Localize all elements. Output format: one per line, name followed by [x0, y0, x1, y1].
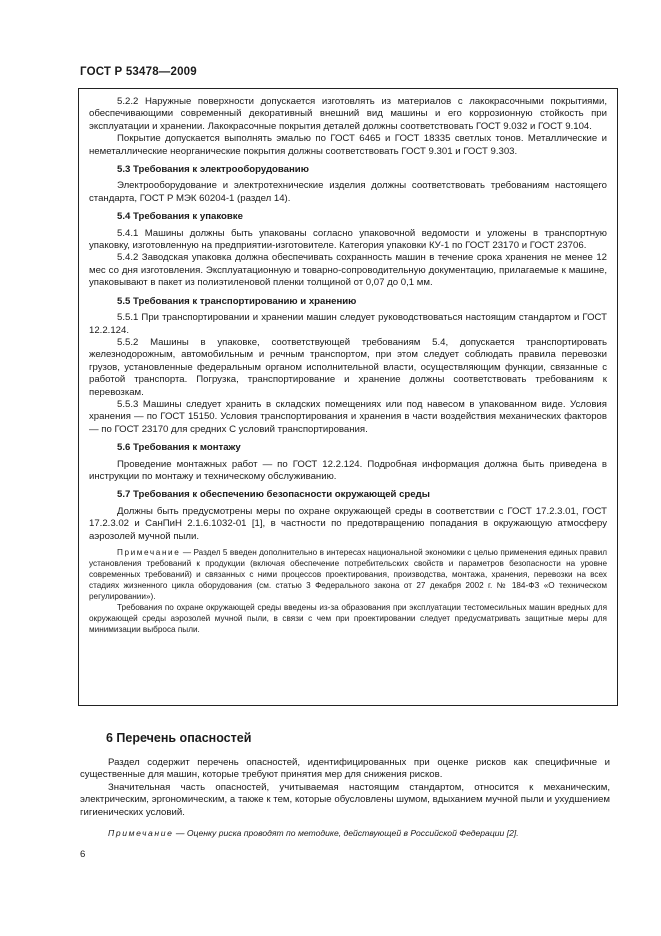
paragraph-5-6: Проведение монтажных работ — по ГОСТ 12.2.124. Подробная информация должна быть приведена в инструкции по монтажу и техническому обслуживанию. — [89, 458, 607, 482]
heading-5-3: 5.3 Требования к электрооборудованию — [117, 164, 309, 176]
section-6-paragraph-1: Раздел содержит перечень опасностей, идентифицированных при оценке рисков как специфичные и существенные для машин, которые требуют принятия мер для снижения рисков. — [80, 757, 610, 781]
paragraph-5-3: Электрооборудование и электротехнические изделия должны соответствовать требованиям настоящего стандарта, ГОСТ Р МЭК 60204-1 (раздел 14). — [89, 180, 607, 204]
section-6-note-label: Примечание — [108, 828, 174, 839]
section-6-body — [80, 757, 610, 839]
paragraph-5-4-1: 5.4.1 Машины должны быть упакованы согласно упаковочной ведомости и уложены в транспортную упаковку, изготовленную на предприятии-изготовителе. Категория упаковки КУ-1 по ГОСТ 23170 и ГОСТ 23706. — [89, 227, 607, 252]
paragraph-5-4-2: 5.4.2 Заводская упаковка должна обеспечивать сохранность машин в течение срока хранения не менее 12 мес со дня изготовления. Эксплуатационную и товарно-сопроводительную документацию, прилагаемые к машине, упаковывают в пакет из полиэтиленовой пленки толщиной от 0,07 до 0,1 мм. — [89, 252, 607, 289]
section-6-note — [80, 827, 610, 839]
paragraph-5-2-2: 5.2.2 Наружные поверхности допускается изготовлять из материалов с лакокрасочными покрытиями, обеспечивающими современный декоративный внешний вид машины и его коррозионную стойкость при эксплуатации и хранении. Лакокрасочные покрытия деталей должны соответствовать ГОСТ 9.032 и ГОСТ 9.104. — [89, 96, 607, 132]
section-6-title: 6 Перечень опасностей — [106, 731, 252, 745]
note-section-5 — [89, 547, 607, 602]
section-6-paragraph-2: Значительная часть опасностей, учитываемая настоящим стандартом, относится к механическим, электрическим, эргономическим, а также к тем, которые обусловлены шумом, вдыханием мучной пыли и ухудшением гигиенических условий. — [80, 781, 610, 818]
heading-5-7: 5.7 Требования к обеспечению безопасности окружающей среды — [117, 489, 430, 501]
heading-5-5: 5.5 Требования к транспортированию и хранению — [117, 295, 357, 307]
note-label: Примечание — [117, 548, 181, 557]
page-number: 6 — [80, 849, 86, 860]
document-header: ГОСТ Р 53478—2009 — [80, 66, 197, 78]
heading-5-6: 5.6 Требования к монтажу — [117, 442, 241, 454]
paragraph-5-5-2: 5.5.2 Машины в упаковке, соответствующей требованиям 5.4, допускается транспортировать железнодорожным, автомобильным и речным транспортом, при этом следует соблюдать правила перевозки грузов, установленные федеральным органом исполнительной власти, осуществляющим функции, связанные с работой транспорта. Погрузка, транспортирование и хранение должны соответствовать требованиям к перевозкам. — [89, 336, 607, 398]
section-6-note-text: — Оценку риска проводят по методике, действующей в Российской Федерации [2]. — [175, 828, 519, 839]
paragraph-5-5-3: 5.5.3 Машины следует хранить в складских помещениях или под навесом в упакованном виде. Условия хранения — по ГОСТ 15150. Условия транспортирования и хранения в части воздействия механических факторов — по ГОСТ 23170 для средних С условий транспортирования. — [89, 398, 607, 435]
note-environment: Требования по охране окружающей среды введены из-за образования при эксплуатации тестомесильных машин вредных для окружающей среды аэрозолей мучной пыли, в связи с чем при проектировании следует предусматривать защитные меры для минимизации выброса пыли. — [89, 603, 607, 634]
heading-5-4: 5.4 Требования к упаковке — [117, 211, 243, 223]
paragraph-5-5-1: 5.5.1 При транспортировании и хранении машин следует руководствоваться настоящим стандартом и ГОСТ 12.2.124. — [89, 312, 607, 336]
paragraph-5-2-2-coating: Покрытие допускается выполнять эмалью по ГОСТ 6465 и ГОСТ 18335 светлых тонов. Металлические и неметаллические неорганические покрытия должны соответствовать ГОСТ 9.301 и ГОСТ 9.303. — [89, 133, 607, 157]
note-text: — Раздел 5 введен дополнительно в интересах национальной экономики с целью применения единых правил установления требований к продукции (включая обеспечение потребительских свойств и параметров безопасности на уровне современных требований) и связанных с ними процессов проектирования, производства, монтажа, хранения, перевозки на всех стадиях жизненного цикла оборудования (см. статью 3 Федерального закона от 27 декабря 2002 г. № 184-ФЗ «О техническом регулировании»). — [89, 548, 607, 601]
bordered-text-block — [78, 88, 618, 706]
paragraph-5-7: Должны быть предусмотрены меры по охране окружающей среды в соответствии с ГОСТ 17.2.3.01, ГОСТ 17.2.3.02 и СанПиН 2.1.6.1032-01 [1], в частности по предотвращению попадания в окружающую атмосферу аэрозолей мучной пыли. — [89, 505, 607, 542]
